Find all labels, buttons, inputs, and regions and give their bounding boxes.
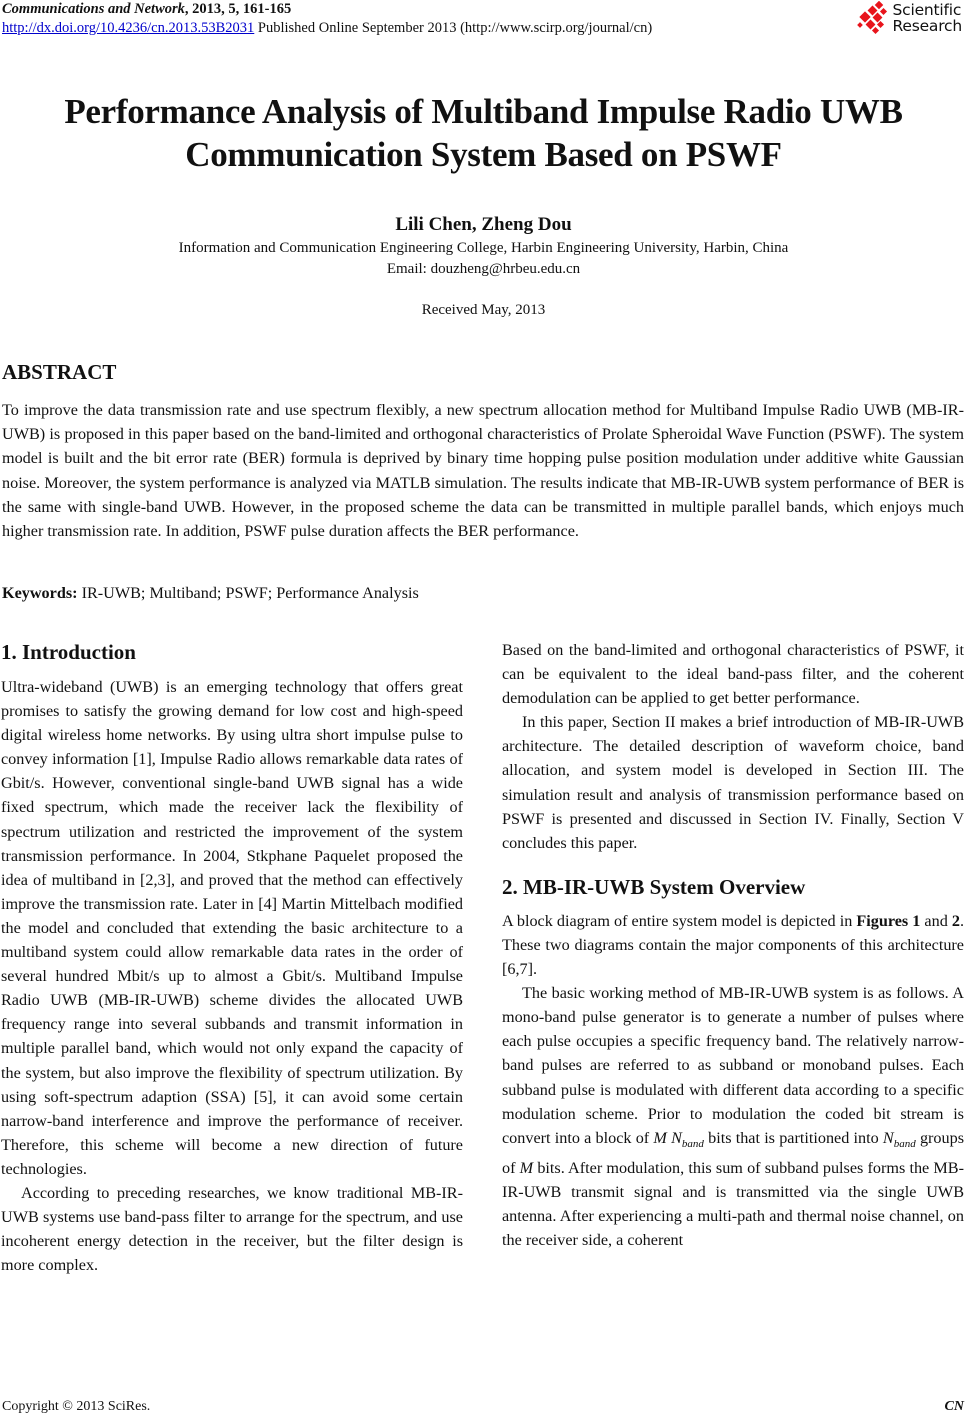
doi-link[interactable]: http://dx.doi.org/10.4236/cn.2013.53B2031	[2, 20, 255, 36]
var-m: M	[519, 1159, 534, 1178]
abstract-heading: ABSTRACT	[2, 360, 117, 384]
left-column	[1, 638, 463, 1277]
copyright: Copyright © 2013 SciRes.	[2, 1399, 151, 1414]
overview-paragraph-2	[502, 981, 964, 1252]
paper-title	[0, 90, 967, 176]
title-line-1: Performance Analysis of Multiband Impulse Radio UWB	[64, 92, 903, 131]
figure-1-ref[interactable]: Figures 1	[856, 911, 921, 930]
affiliation: Information and Communication Engineering College, Harbin Engineering University, Harbin, China	[178, 240, 789, 256]
var-n-band	[671, 1128, 704, 1150]
doi-line	[2, 19, 962, 38]
section-heading-overview: 2. MB-IR-UWB System Overview	[502, 874, 806, 899]
logo-wordmark	[893, 2, 963, 34]
intro-paragraph-2: According to preceding researches, we know traditional MB-IR-UWB systems use band-pass filter to arrange for the spectrum, and use incoherent energy detection in the receiver, but the filter design is more complex.	[1, 1183, 463, 1275]
received-date: Received May, 2013	[421, 302, 546, 318]
overview-text: groups of	[502, 1128, 965, 1178]
journal-volume-pages: , 2013, 5, 161-165	[184, 1, 292, 17]
subscript-band: band	[893, 1137, 916, 1150]
journal-citation	[2, 0, 962, 19]
section-heading-introduction: 1. Introduction	[1, 640, 136, 664]
intro-paragraph-1: Ultra-wideband (UWB) is an emerging technology that offers great promises to satisfy the growing demand for low cost and high-speed digital wireless home networks. By using ultra short impulse pulse to convey information [1], Impulse Radio allows remarkable data rates of Gbit/s. However, conventional single-band UWB signal has a wide fixed spectrum, which made the receiver lack the flexibility of spectrum utilization and restricted the improvement of the system transmission performance. In 2004, Stkphane Paquelet proposed the idea of multiband in [2,3], and proved that the method can effectively improve the transmission rate. Later in [4] Martin Mittelbach modified the model and concluded that extending the basic architecture to a multiband system could allow remarkable data rates in the order of several hundred Mbit/s up to almost a Gbit/s. Multiband Impulse Radio UWB (MB-IR-UWB) scheme divides the allocated UWB frequency range into several subbands and transmit information in multiple parallel band, which would not only expand the capacity of the system, but also improve the flexibility of spectrum utilization. By using soft-spectrum adaption (SSA) [5], it can avoid some certain narrow-band interference and improve the performance of receiver. Therefore, this scheme will become a new direction of future technologies.	[1, 678, 463, 1178]
overview-text: bits. After modulation, this sum of subband pulses forms the MB-IR-UWB transmit signal and is transmitted via the single UWB antenna. After experiencing a multi-path and thermal noise channel, on the receiver side, a coherent	[502, 1159, 964, 1250]
overview-paragraph-1	[502, 909, 964, 981]
diamond-cluster-icon	[856, 1, 890, 35]
var-n-band	[882, 1128, 916, 1150]
published-online-text: Published Online September 2013 (http://www.scirp.org/journal/cn)	[254, 20, 653, 36]
title-line-2: Communication System Based on PSWF	[185, 135, 782, 174]
overview-text: The basic working method of MB-IR-UWB system is as follows. A mono-band pulse generator is to generate a number of pulses where each pulse occupies a specific frequency band. The relatively narrow-band pulses are referred to as subband or monoband pulses. Each subband pulse is modulated with different data according to a specific modulation scheme. Prior to modulation the coded bit stream is convert into a block of	[502, 984, 964, 1147]
right-column	[502, 638, 964, 1252]
intro-paragraph-4: In this paper, Section II makes a brief introduction of MB-IR-UWB architecture. The detailed description of waveform choice, band allocation, and system model is developed in Section III. The simulation result and analysis of transmission performance based on PSWF is presented and discussed in Section IV. Finally, Section V concludes this paper.	[502, 713, 964, 852]
abstract-text: To improve the data transmission rate and use spectrum flexibly, a new spectrum allocation method for Multiband Impulse Radio UWB (MB-IR-UWB) is proposed in this paper based on the band-limited and orthogonal characteristics of Prolate Spheroidal Wave Function (PSWF). The system model is built and the bit error rate (BER) formula is deprived by binary time hopping pulse position modulation under additive white Gaussian noise. Moreover, the system performance is analyzed via MATLB simulation. The results indicate that MB-IR-UWB system performance of BER is the same with single-band UWB. However, in the proposed scheme the data can be transmitted in multiple parallel bands, which enjoys much higher transmission rate. In addition, PSWF pulse duration affects the BER performance.	[2, 401, 964, 541]
keywords-list: IR-UWB; Multiband; PSWF; Performance Analysis	[77, 584, 419, 602]
logo-line-research: Research	[892, 17, 962, 35]
overview-text: bits that is partitioned into	[703, 1128, 883, 1147]
authors: Lili Chen, Zheng Dou	[395, 214, 572, 235]
overview-text: and	[920, 911, 952, 930]
figure-2-ref[interactable]: 2	[951, 911, 960, 930]
logo-line-scientific: Scientific	[892, 1, 962, 19]
intro-paragraph-3: Based on the band-limited and orthogonal characteristics of PSWF, it can be equivalent to the ideal band-pass filter, and the coherent demodulation can be applied to get better performance.	[502, 641, 964, 708]
body-columns	[0, 638, 967, 1378]
keywords	[2, 581, 419, 605]
author-email: Email: douzheng@hrbeu.edu.cn	[386, 261, 581, 277]
journal-abbreviation: CN	[944, 1399, 964, 1414]
affiliation-block	[0, 238, 967, 280]
scientific-research-logo	[856, 1, 963, 35]
subscript-band: band	[681, 1137, 704, 1150]
journal-name: Communications and Network	[2, 1, 185, 17]
page-footer	[2, 1398, 964, 1416]
overview-text: A block diagram of entire system model is depicted in	[502, 911, 857, 930]
keywords-label: Keywords:	[2, 584, 78, 602]
page-header	[2, 0, 962, 38]
overview-text: . These two diagrams contain the major components of this architecture [6,7].	[502, 911, 965, 979]
var-m: M	[653, 1128, 667, 1147]
var-n: N	[882, 1128, 894, 1147]
var-n: N	[671, 1128, 682, 1147]
